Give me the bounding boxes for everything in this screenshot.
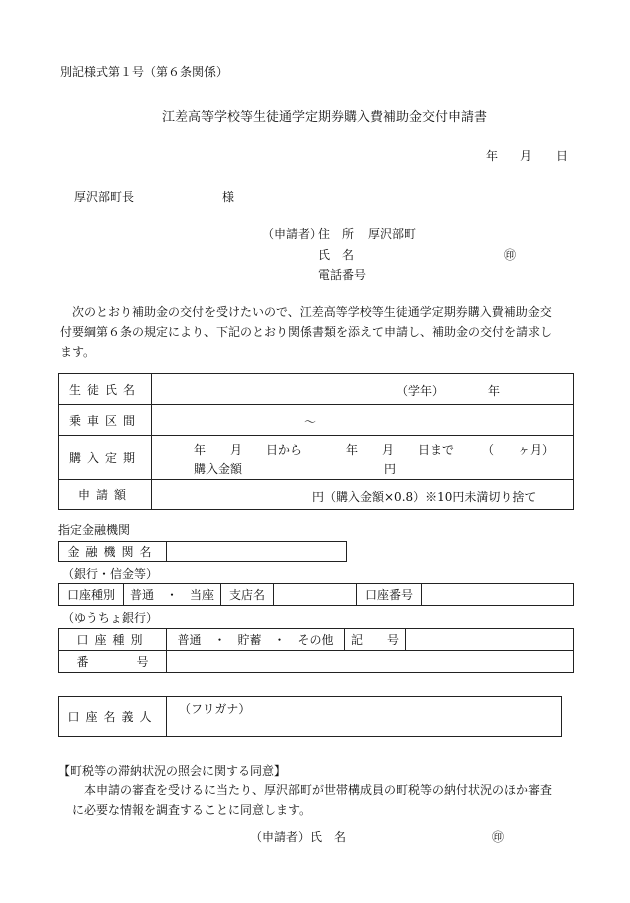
date-month: 月 (520, 149, 533, 163)
branch-input[interactable] (274, 584, 357, 606)
addressee: 厚沢部町長 (74, 190, 135, 204)
purchase-row (59, 436, 574, 480)
bank-account-table (58, 583, 574, 606)
student-name-row (59, 374, 574, 405)
phone-label: 電話番号 (318, 268, 367, 282)
consent-seal-mark: ㊞ (492, 830, 505, 844)
section-cell[interactable] (152, 405, 574, 436)
yucho-number-input[interactable] (167, 651, 574, 673)
period-to: 年 月 日まで (346, 443, 455, 457)
request-row (59, 480, 574, 510)
request-cell[interactable] (152, 480, 574, 510)
yucho-number-label: 番 号 (59, 651, 167, 673)
yucho-type-label: 口座種別 (59, 629, 167, 651)
section-row (59, 405, 574, 436)
name-label: 氏 名 (318, 248, 355, 262)
account-number-input[interactable] (422, 584, 574, 606)
yucho-subtitle: （ゆうちょ銀行） (62, 611, 159, 625)
institution-input[interactable] (167, 542, 347, 562)
purchase-cell[interactable] (152, 436, 574, 480)
consent-applicant-prefix: （申請者） (250, 830, 311, 844)
yucho-type-options[interactable]: 普通 ・ 貯蓄 ・ その他 (167, 629, 345, 651)
holder-input[interactable] (167, 697, 562, 737)
institution-table (58, 541, 347, 562)
purchase-label: 購入定期 (59, 436, 152, 480)
request-text: 円（購入金額×0.8）※10円未満切り捨て (312, 490, 537, 504)
account-type-label: 口座種別 (59, 584, 124, 606)
consent-name-label: 氏 名 (310, 830, 347, 844)
yucho-symbol-label: 記 号 (345, 629, 406, 651)
consent-line-2: に必要な情報を調査することに同意します。 (72, 803, 312, 817)
amount-unit: 円 (384, 462, 397, 476)
applicant-prefix: （申請者） (262, 227, 323, 241)
address-value: 厚沢部町 (368, 227, 417, 241)
consent-line-1: 本申請の審査を受けるに当たり、厚沢部町が世帯構成員の町税等の納付状況のほか審査 (84, 783, 553, 797)
consent-paragraph (72, 780, 552, 820)
seal-mark: ㊞ (504, 248, 517, 262)
furigana-label: （フリガナ） (179, 702, 251, 716)
section-label: 乗車区間 (59, 405, 152, 436)
grade-label: （学年） (396, 384, 445, 398)
yucho-table (58, 628, 574, 673)
amount-label: 購入金額 (194, 462, 243, 476)
student-name-cell[interactable] (152, 374, 574, 405)
intro-line-3: ます。 (60, 345, 96, 359)
intro-line-2: 付要綱第６条の規定により、下記のとおり関係書類を添えて申請し、補助金の交付を請求し (60, 325, 553, 339)
branch-label: 支店名 (221, 584, 274, 606)
yucho-symbol-input[interactable] (406, 629, 574, 651)
intro-line-1: 次のとおり補助金の交付を受けたいので、江差高等学校等生徒通学定期券購入費補助金交 (72, 305, 552, 319)
form-number: 別記様式第１号（第６条関係） (60, 65, 229, 79)
document-title: 江差高等学校等生徒通学定期券購入費補助金交付申請書 (162, 110, 488, 125)
consent-title: 【町税等の滞納状況の照会に関する同意】 (58, 764, 287, 778)
account-type-options[interactable]: 普通 ・ 当座 (124, 584, 221, 606)
section-separator: ～ (304, 415, 317, 429)
main-table (58, 373, 574, 510)
grade-unit: 年 (488, 384, 501, 398)
holder-label: 口座名義人 (59, 697, 167, 737)
request-label: 申請額 (59, 480, 152, 510)
address-label: 住 所 (318, 227, 355, 241)
date-year: 年 (486, 149, 499, 163)
addressee-honorific: 様 (222, 190, 235, 204)
holder-table (58, 696, 562, 737)
date-day: 日 (556, 149, 569, 163)
period-from: 年 月 日から (194, 443, 303, 457)
student-name-label: 生徒氏名 (59, 374, 152, 405)
period-months: （ ヶ月） (482, 443, 555, 457)
account-number-label: 口座番号 (357, 584, 422, 606)
bank-subtitle: （銀行・信金等） (62, 567, 159, 581)
institution-label: 金融機関名 (59, 542, 167, 562)
intro-paragraph (60, 302, 552, 362)
bank-section-title: 指定金融機関 (58, 523, 131, 537)
